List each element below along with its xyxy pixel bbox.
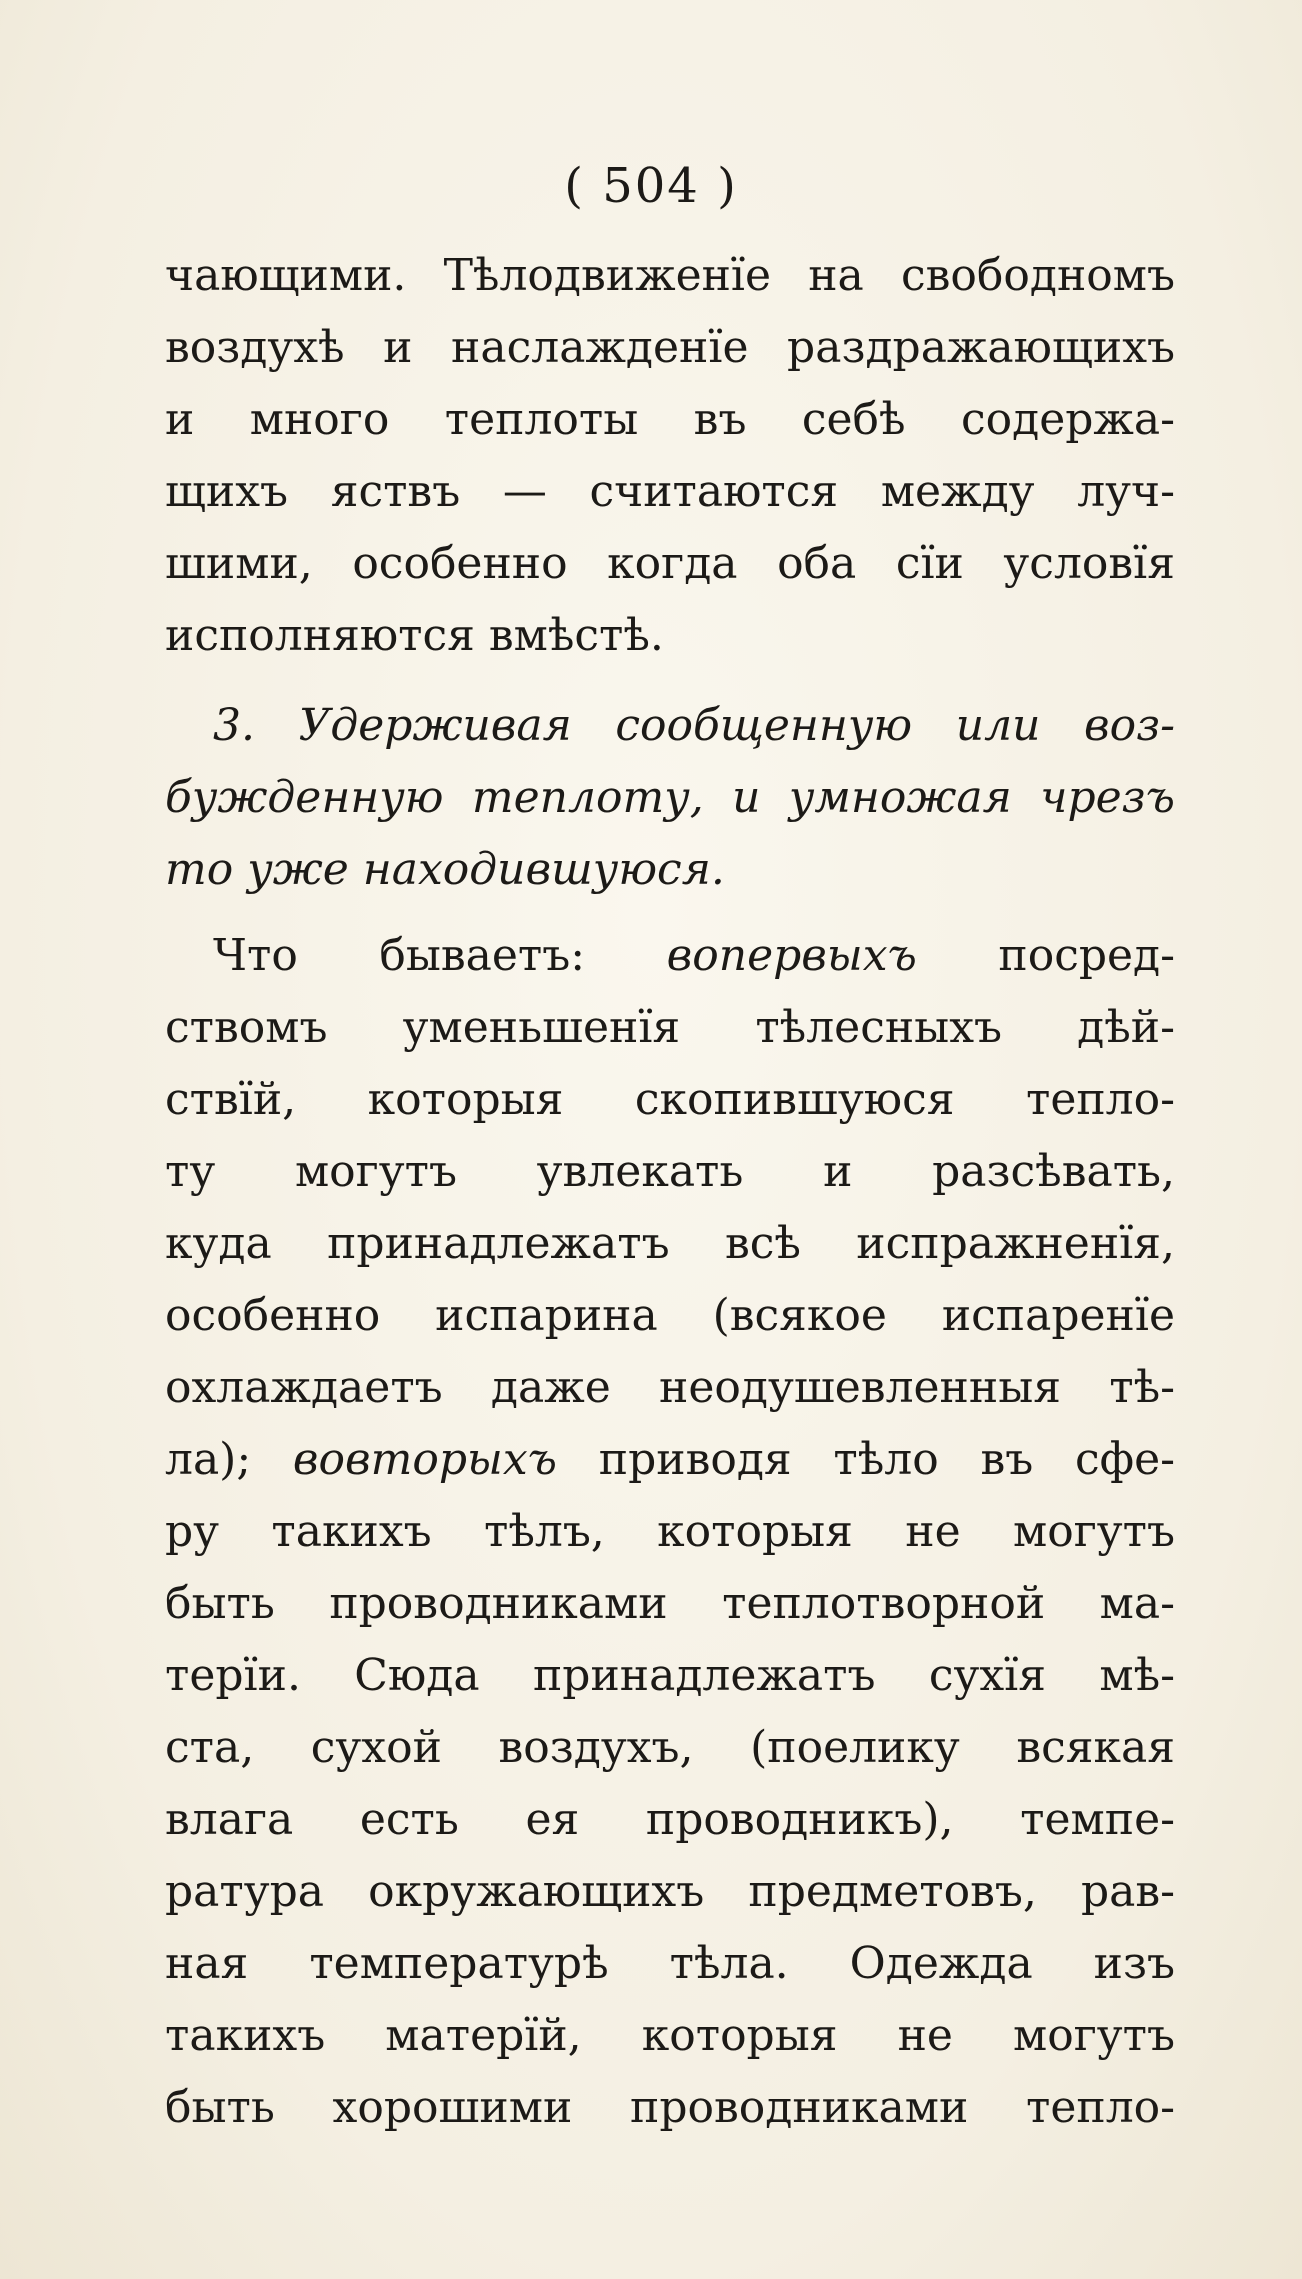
text-line: ная температурѣ тѣла. Одежда изъ [165, 1938, 1175, 1989]
page-number: ( 504 ) [564, 158, 738, 214]
text-span: ла); [165, 1434, 293, 1485]
text-line: куда принадлежатъ всѣ испражненїя, [165, 1218, 1175, 1269]
text-span: Что бываетъ: [213, 930, 667, 981]
text-line: и много теплоты въ себѣ содержа- [165, 394, 1175, 445]
emphasis-text: вопервыхъ [666, 930, 917, 981]
heading-line: 3. Удерживая сообщенную или воз- [213, 700, 1175, 751]
text-line: воздухѣ и наслажденїе раздражающихъ [165, 322, 1175, 373]
text-span: приводя тѣло въ сфе- [557, 1434, 1175, 1485]
text-line: чающими. Тѣлодвиженїе на свободномъ [165, 250, 1175, 301]
text-line: быть проводниками теплотворной ма- [165, 1578, 1175, 1629]
text-span: посред- [916, 930, 1175, 981]
text-line: щихъ яствъ — считаются между луч- [165, 466, 1175, 517]
heading-line: бужденную теплоту, и умножая чрезъ [165, 772, 1175, 823]
text-line: быть хорошими проводниками тепло- [165, 2082, 1175, 2133]
text-line: охлаждаетъ даже неодушевленныя тѣ- [165, 1362, 1175, 1413]
text-line: шими, особенно когда оба сїи условїя [165, 538, 1175, 589]
text-line: исполняются вмѣстѣ. [165, 610, 664, 661]
text-line: терїи. Сюда принадлежатъ сухїя мѣ- [165, 1650, 1175, 1701]
text-line: влага есть ея проводникъ), темпе- [165, 1794, 1175, 1845]
paragraph-3 [165, 920, 1175, 2144]
text-line: ру такихъ тѣлъ, которыя не могутъ [165, 1506, 1175, 1557]
text-line: такихъ матерїй, которыя не могутъ [165, 2010, 1175, 2061]
text-line: ствомъ уменьшенїя тѣлесныхъ дѣй- [165, 1002, 1175, 1053]
text-line [165, 1424, 1175, 1496]
heading-line: то уже находившуюся. [165, 844, 725, 895]
text-line: ту могутъ увлекать и разсѣвать, [165, 1146, 1175, 1197]
text-line: ста, сухой воздухъ, (поелику всякая [165, 1722, 1175, 1773]
section-heading-3 [165, 690, 1175, 906]
text-line: особенно испарина (всякое испаренїе [165, 1290, 1175, 1341]
emphasis-text: вовторыхъ [292, 1434, 557, 1485]
text-line: ратура окружающихъ предметовъ, рав- [165, 1866, 1175, 1917]
text-line [165, 920, 1175, 992]
paragraph-1 [165, 240, 1175, 672]
text-line: ствїй, которыя скопившуюся тепло- [165, 1074, 1175, 1125]
